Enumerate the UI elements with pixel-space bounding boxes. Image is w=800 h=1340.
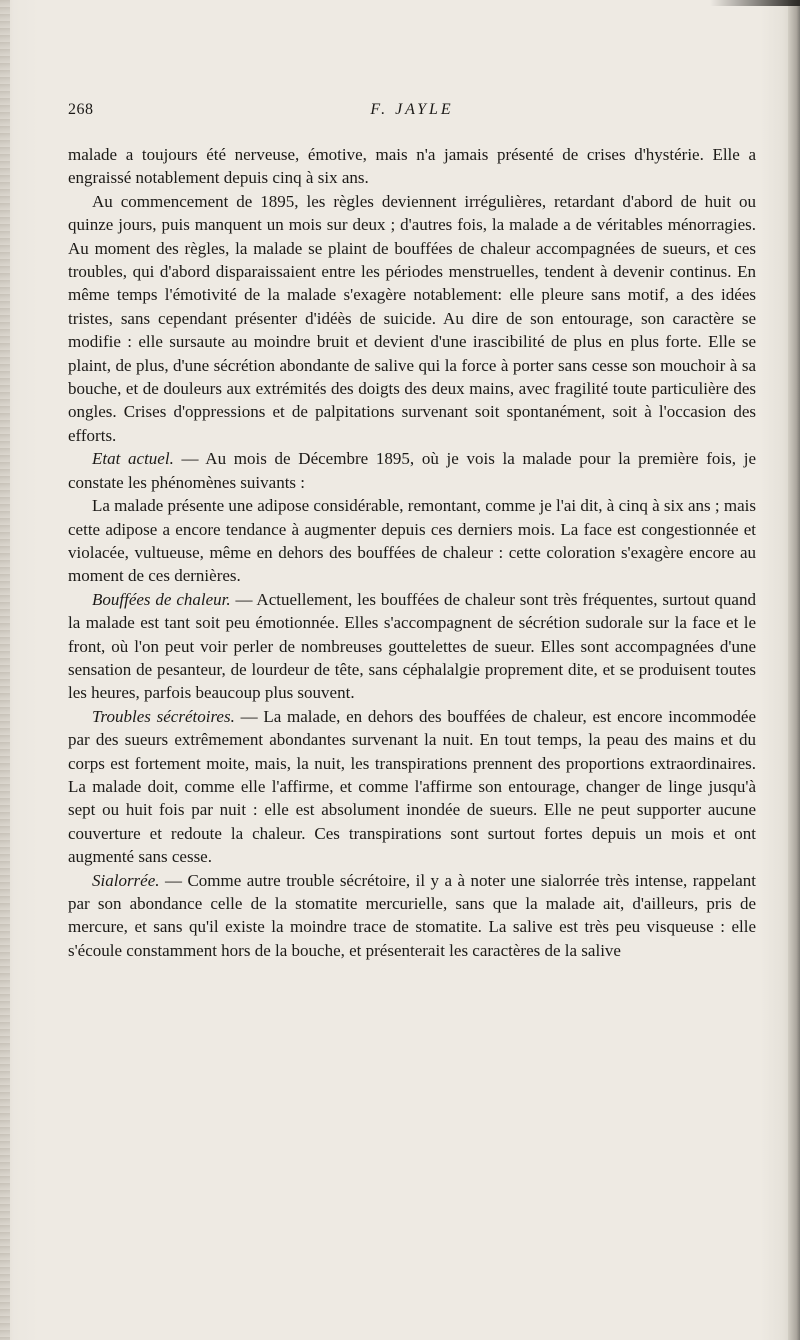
section-lead: Etat actuel.	[92, 449, 174, 469]
paragraph-sialorree	[68, 869, 756, 963]
paragraph-bouffees	[68, 588, 756, 705]
paragraph-troubles-secretoires	[68, 705, 756, 869]
paragraph-adipose	[68, 494, 756, 588]
paragraph-text: — Actuellement, les bouffées de chaleur sont très fréquentes, surtout quand la malade est tant soit peu émotionnée. Elles s'accompagnent de sécrétion sudorale sur la face et le front, où l'on peut voir perler de nombreuses gouttelettes de sueur. Elles sont accompagnées d'une sensation de pesanteur, de lourdeur de tête, sans céphalalgie proprement dite, et se produisent toutes les heures, parfois beaucoup plus souvent.	[68, 589, 756, 703]
paragraph-text: — Au mois de Décembre 1895, où je vois la malade pour la première fois, je constate les phénomènes suivants :	[68, 449, 756, 492]
section-lead: Sialorrée.	[92, 870, 160, 890]
section-lead: Bouffées de chaleur.	[92, 589, 231, 609]
paragraph-text: Au commencement de 1895, les règles deviennent irrégulières, retardant d'abord de huit ou quinze jours, puis manquent un mois sur deux ; d'autres fois, la malade a de véritables ménorragies. Au moment des règles, la malade se plaint de bouffées de chaleur accompagnées de sueurs, et ces troubles, qui d'abord disparaissaient entre les périodes menstruelles, tendent à devenir continus. En même temps l'émotivité de la malade s'exagère notablement: elle pleure sans motif, a des idées tristes, sans cependant présenter d'idéès de suicide. Au dire de son entourage, son caractère se modifie : elle sursaute au moindre bruit et devient d'une irascibilité de plus en plus forte. Elle se plaint, de plus, d'une sécrétion abondante de salive qui la force à porter sans cesse son mouchoir à sa bouche, et de douleurs aux extrémités des doigts des deux mains, avec fragilité toute particulière des ongles. Crises d'oppressions et de palpitations survenant soit spontanément, soit à l'occasion des efforts.	[68, 191, 756, 445]
page-edge-shadow	[788, 0, 800, 1340]
paragraph-history	[68, 190, 756, 447]
page-number: 268	[68, 101, 94, 118]
body-text	[68, 143, 756, 962]
paragraph-continuation	[68, 143, 756, 190]
paragraph-text: — La malade, en dehors des bouffées de chaleur, est encore incommodée par des sueurs extrêmement abondantes survenant la nuit. En tout temps, la peau des mains et du corps est fortement moite, mais, la nuit, les transpirations prennent des proportions extraordinaires. La malade doit, comme elle l'affirme, et comme l'affirme son entourage, changer de linge jusqu'à sept ou huit fois par nuit : elle est absolument inondée de sueurs. Elle ne peut supporter aucune couverture et redoute la chaleur. Ces transpirations sont surtout fortes depuis un mois et ont augmenté sans cesse.	[68, 706, 756, 867]
paragraph-etat-actuel	[68, 447, 756, 494]
paragraph-text: — Comme autre trouble sécrétoire, il y a à noter une sialorrée très intense, rappelant par son abondance celle de la stomatite mercurielle, sans que la malade ait, d'ailleurs, pris de mercure, et sans qu'il existe la moindre trace de stomatite. La salive est très peu visqueuse : elle s'écoule constamment hors de la bouche, et présenterait les caractères de la salive	[68, 870, 756, 960]
running-title: F. JAYLE	[370, 101, 454, 118]
page-gutter-shadow	[0, 0, 10, 1340]
paragraph-text: La malade présente une adipose considérable, remontant, comme je l'ai dit, à cinq à six ans ; mais cette adipose a encore tendance à augmenter depuis ces derniers mois. La face est congestionnée et violacée, vultueuse, même en dehors des bouffées de chaleur : cette coloration s'exagère encore au moment de ces dernières.	[68, 496, 756, 586]
section-lead: Troubles sécrétoires.	[92, 706, 235, 726]
page-corner-shadow	[710, 0, 800, 6]
paragraph-text: malade a toujours été nerveuse, émotive, mais n'a jamais présenté de crises d'hystérie. Elle a engraissé notablement depuis cinq à six ans.	[68, 145, 756, 188]
running-head	[68, 101, 756, 127]
